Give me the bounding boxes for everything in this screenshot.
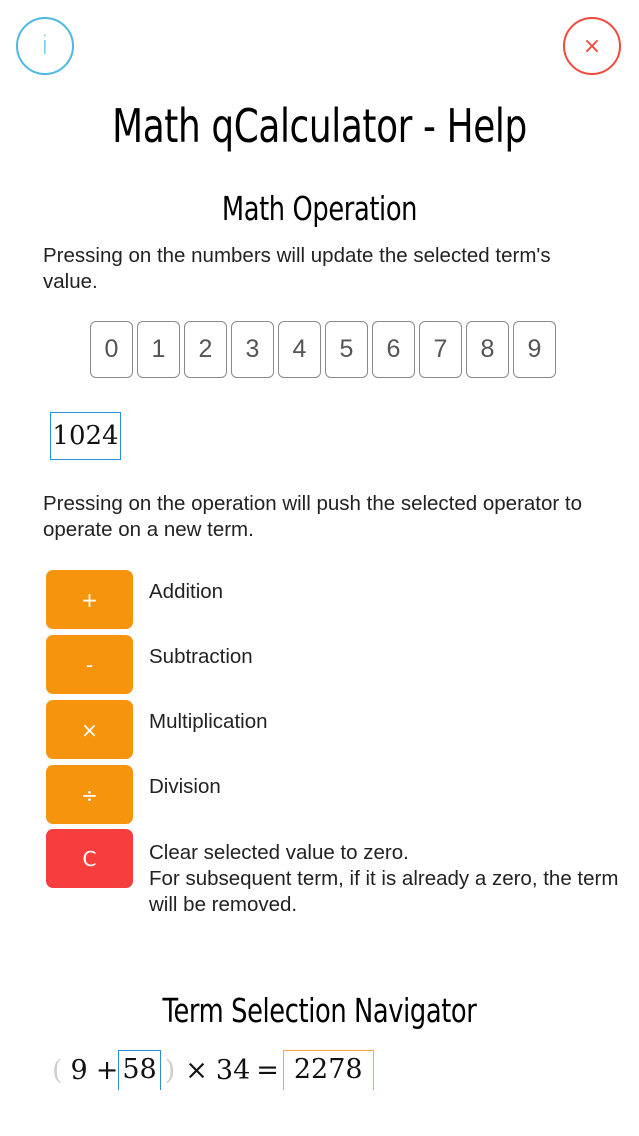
digit-key-6[interactable]: 6 bbox=[372, 321, 415, 378]
close-button[interactable] bbox=[563, 17, 621, 75]
open-paren: ( bbox=[52, 1054, 63, 1086]
section-title-navigator: Term Selection Navigator bbox=[162, 991, 477, 1030]
operation-row-clear bbox=[46, 829, 639, 919]
digit-key-8[interactable]: 8 bbox=[466, 321, 509, 378]
digit-key-9[interactable]: 9 bbox=[513, 321, 556, 378]
subtraction-button[interactable]: - bbox=[46, 635, 133, 694]
section-title-math-operation: Math Operation bbox=[221, 189, 418, 228]
division-button[interactable]: ÷ bbox=[46, 765, 133, 824]
info-icon: i bbox=[41, 31, 49, 61]
addition-button[interactable]: + bbox=[46, 570, 133, 629]
clear-label-line-1: Clear selected value to zero. bbox=[149, 841, 409, 864]
multiplication-button[interactable]: × bbox=[46, 700, 133, 759]
page-title: Math qCalculator - Help bbox=[112, 99, 527, 153]
digit-key-7[interactable]: 7 bbox=[419, 321, 462, 378]
digit-key-0[interactable]: 0 bbox=[90, 321, 133, 378]
operator-plus: + bbox=[95, 1054, 119, 1086]
digit-key-1[interactable]: 1 bbox=[137, 321, 180, 378]
equals-sign: = bbox=[256, 1054, 279, 1086]
addition-label: Addition bbox=[149, 580, 224, 603]
navigator-expression bbox=[52, 1050, 374, 1090]
multiplication-label: Multiplication bbox=[149, 710, 268, 733]
digit-key-5[interactable]: 5 bbox=[325, 321, 368, 378]
close-icon: × bbox=[582, 33, 602, 59]
digit-key-2[interactable]: 2 bbox=[184, 321, 227, 378]
close-paren: ) bbox=[164, 1054, 176, 1086]
clear-label bbox=[149, 840, 618, 918]
subtraction-label: Subtraction bbox=[149, 645, 253, 668]
term-3[interactable]: 34 bbox=[215, 1054, 251, 1086]
selected-term-value[interactable]: 1024 bbox=[50, 412, 121, 460]
digit-key-3[interactable]: 3 bbox=[231, 321, 274, 378]
clear-label-line-3: will be removed. bbox=[149, 893, 298, 916]
clear-label-line-2: For subsequent term, if it is already a zero, the term bbox=[149, 867, 619, 890]
clear-button[interactable]: C bbox=[46, 829, 133, 888]
info-button[interactable] bbox=[16, 17, 74, 75]
term-2-selected[interactable]: 58 bbox=[118, 1050, 160, 1090]
operation-description: Pressing on the operation will push the selected operator to operate on a new term. bbox=[43, 492, 583, 541]
numbers-description: Pressing on the numbers will update the selected term's value. bbox=[43, 244, 551, 293]
term-1[interactable]: 9 bbox=[70, 1054, 88, 1086]
division-label: Division bbox=[149, 775, 221, 798]
digit-key-4[interactable]: 4 bbox=[278, 321, 321, 378]
result-value: 2278 bbox=[283, 1050, 374, 1090]
digit-keypad bbox=[90, 321, 556, 378]
operator-times: × bbox=[185, 1054, 208, 1086]
